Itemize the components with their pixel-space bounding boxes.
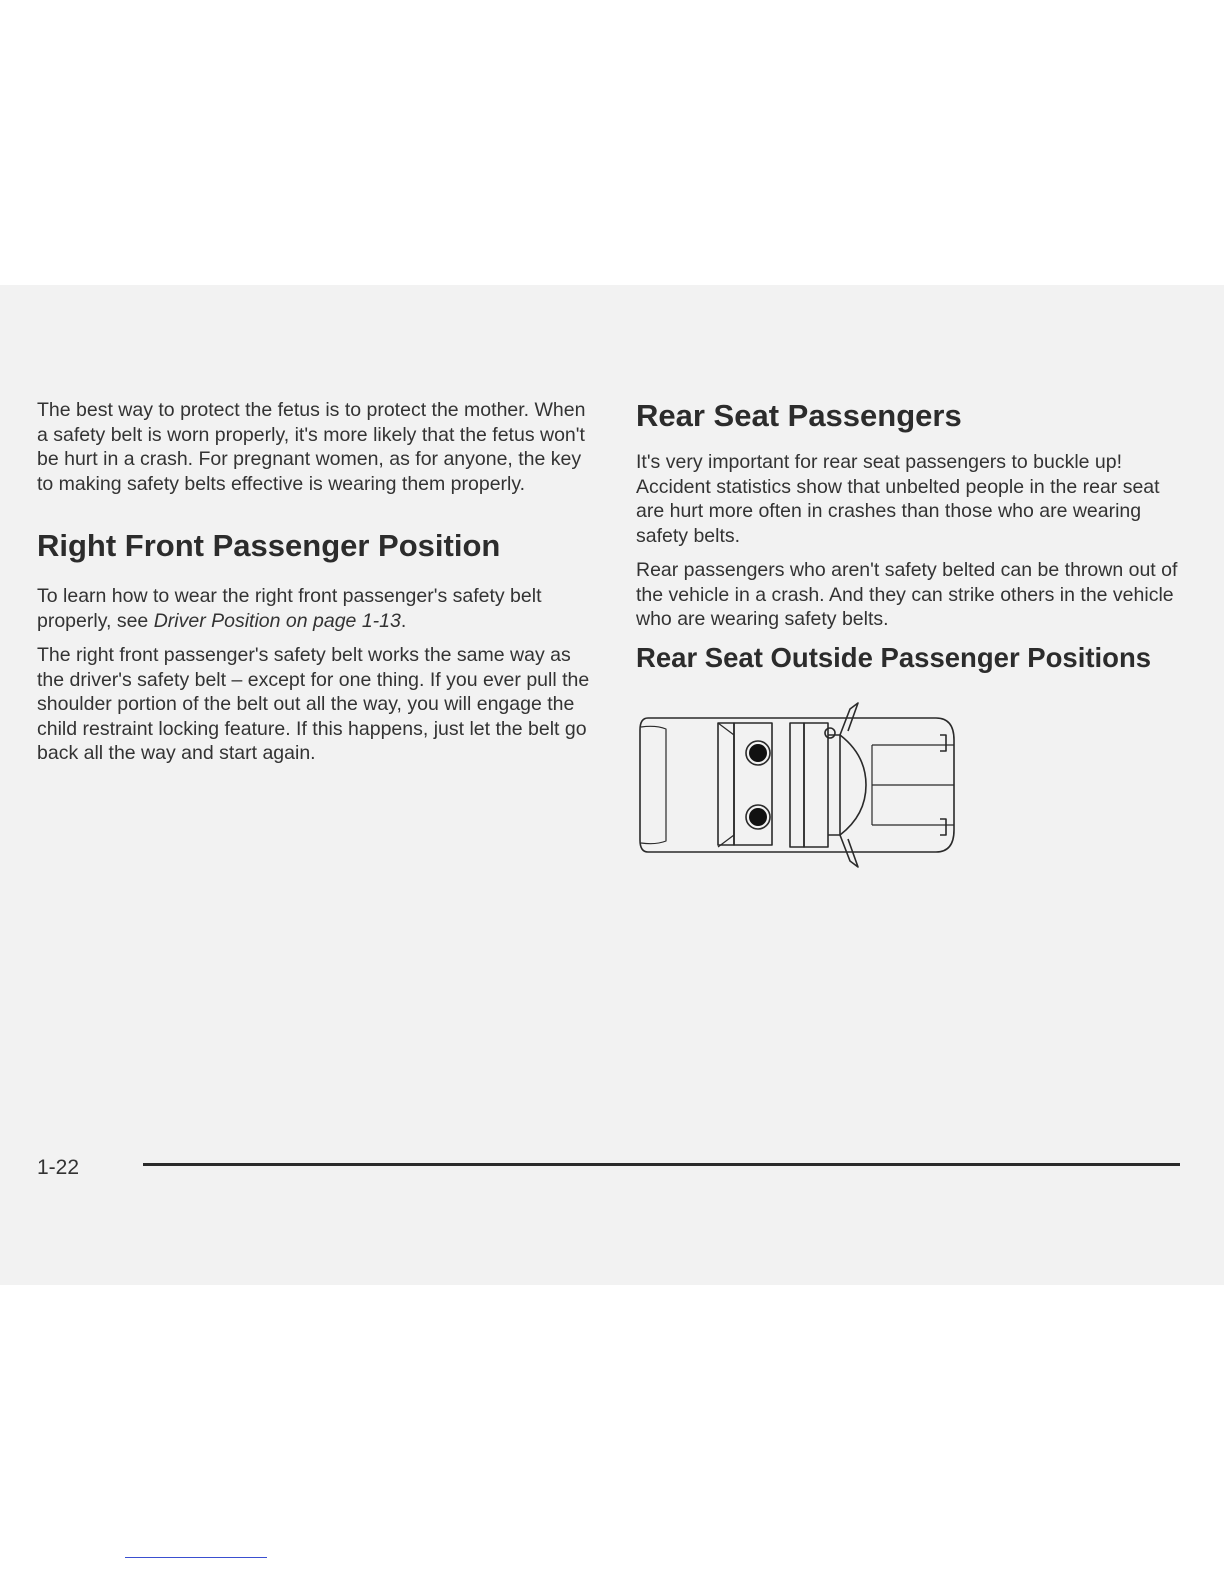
car-hood	[872, 745, 954, 825]
rear-seat-side	[718, 723, 734, 847]
right-column	[636, 398, 1191, 674]
intro-paragraph: The best way to protect the fetus is to protect the mother. When a safety belt is worn properly, it's more likely that the fetus won't be hurt in a crash. For pregnant women, as for anyone, the key to making safety belts effective is wearing them properly.	[37, 399, 586, 495]
page-number: 1-22	[37, 1156, 80, 1179]
belt-anchor	[825, 728, 835, 738]
right-front-paragraph-2: The right front passenger's safety belt works the same way as the driver's safety belt – except for one thing. If you ever pull the shoulder portion of the belt out all the way, you will engage the child restraint locking feature. If this happens, just let the belt go back all the way and start again.	[37, 644, 590, 764]
front-door-right	[840, 703, 858, 735]
driver-position-reference[interactable]: Driver Position on page 1-13	[153, 609, 401, 632]
right-front-paragraph-1-text: To learn how to wear the right front passenger's safety belt properly, see	[37, 585, 542, 632]
front-seat-cushion	[804, 723, 828, 847]
rear-seat-back	[718, 723, 734, 845]
rear-seat-paragraph-1: It's very important for rear seat passengers to buckle up! Accident statistics show that unbelted people in the rear seat are hurt more often in crashes than those who are wearing safety belts.	[636, 451, 1160, 547]
front-seat-console	[828, 735, 840, 835]
footer-rule	[143, 1163, 1180, 1166]
rear-seat-outside-positions-diagram	[636, 695, 966, 880]
rear-seat-passengers-heading: Rear Seat Passengers	[636, 398, 962, 433]
windshield	[840, 735, 866, 835]
front-door-left	[840, 835, 858, 867]
rear-seat-paragraph-2: Rear passengers who aren't safety belted can be thrown out of the vehicle in a crash. And they can strike others in the vehicle who are wearing safety belts.	[636, 559, 1178, 630]
rear-right-position-marker	[749, 808, 767, 826]
car-mirror-left	[940, 819, 946, 835]
left-column	[37, 398, 597, 776]
rear-left-position-marker	[749, 744, 767, 762]
car-rear-window	[641, 726, 666, 843]
right-front-paragraph-1-end: .	[400, 609, 407, 632]
bottom-link-underline	[125, 1557, 267, 1558]
right-front-paragraph-1	[37, 584, 597, 633]
front-seat-back-right	[790, 723, 804, 847]
car-mirror-right	[940, 735, 946, 751]
rear-seat-outside-heading: Rear Seat Outside Passenger Positions	[636, 641, 1152, 673]
right-front-passenger-heading: Right Front Passenger Position	[37, 528, 501, 563]
